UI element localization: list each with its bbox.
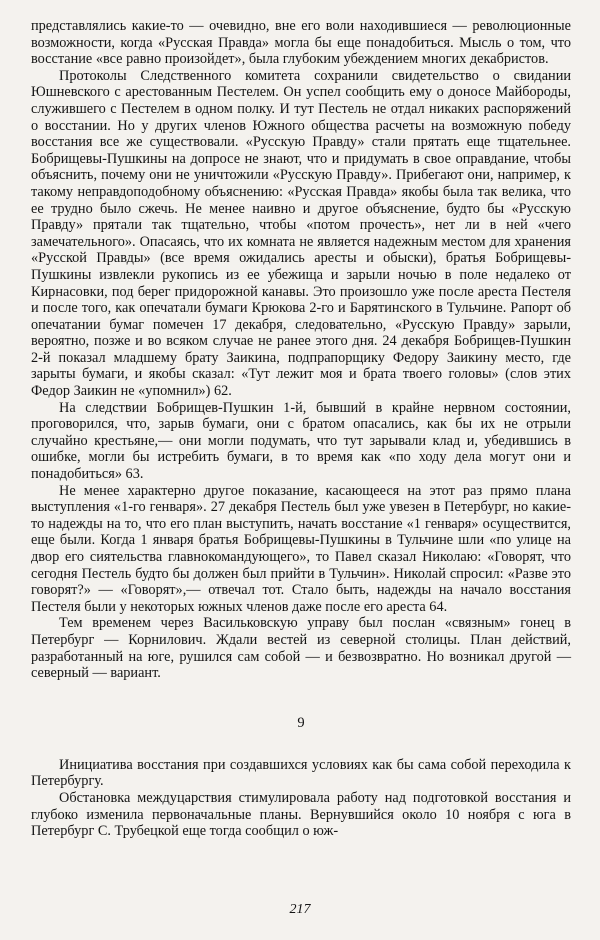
body-text (31, 18, 571, 840)
section-number: 9 (297, 714, 305, 731)
paragraph-1: представлялись какие-то — очевидно, вне его воли находившиеся — революционные возможности, когда «Русская Правда» могла бы еще понадобиться. Мысль о том, что восстание «все равно произойдет», была глубоким убеждением многих декабристов. (31, 18, 571, 68)
paragraph-3: На следствии Бобрищев-Пушкин 1-й, бывший в крайне нервном состоянии, проговорился, что, зарыв бумаги, они с братом опасались, как бы их не отрыли случайно крестьяне,— они могли подумать, что тут зарывали клад и, убедившись в ошибке, могли бы истребить бумаги, в то время как «по ходу дела могут они и понадобиться» 63. (31, 399, 571, 483)
paragraph-7: Обстановка междуцарствия стимулировала работу над подготовкой восстания и глубоко изменила первоначальные планы. Вернувшийся около 10 ноября с юга в Петербург С. Трубецкой еще тогда сообщил о юж- (31, 789, 571, 840)
paragraph-5: Тем временем через Васильковскую управу был послан «связным» гонец в Петербург — Корнилович. Ждали вестей из северной столицы. План действий, разработанный на юге, рушился сам собой — и безвозвратно. Но возникал другой — северный — вариант. (31, 615, 571, 682)
paragraph-4: Не менее характерно другое показание, касающееся на этот раз прямо плана выступления «1-го генваря». 27 декабря Пестель был уже увезен в Петербург, но какие-то надежды на то, что его план выступить, начать восстание «1 генваря» осуществится, еще были. Когда 1 января братья Бобрищевы-Пушкины в Тульчине шли «по улице на двор его сиятельства главнокомандующего», то Павел сказал Николаю: «Говорят, что сегодня Пестель будто бы должен был прийти в Тульчин». Николай спросил: «Разве это говорят?» — «Говорят»,— отвечал тот. Стало быть, надежды на начало восстания Пестеля были у некоторых южных членов даже после его ареста 64. (31, 482, 571, 615)
page-number: 217 (289, 902, 311, 917)
paragraph-6: Инициатива восстания при создавшихся условиях как бы сама собой переходила к Петербургу. (31, 756, 571, 790)
paragraph-2: Протоколы Следственного комитета сохранили свидетельство о свидании Юшневского с арестованным Пестелем. Он успел сообщить ему о доносе Майбороды, служившего с Пестелем в одном полку. И тут Пестель не отдал никаких распоряжений о восстании. Но у других членов Южного общества расчеты на возможную победу восстания все же существовали. «Русскую Правду» стали прятать еще тщательнее. Бобрищевы-Пушкины на допросе не знают, что и придумать в свое оправдание, чтобы объяснить, почему они не уничтожили «Русскую Правду». Прибегают они, например, к такому неправдоподобному объяснению: «Русская Правда» якобы была так велика, что ее трудно было сжечь. Не менее наивно и другое объяснение, будто бы «Русскую Правду» прятали так тщательно, чтобы «потом прочесть», нет ли в ней «чего замечательного». Опасаясь, что их комната не является надежным местом для хранения «Русской Правды» (все время ожидались аресты и обыски), братья Бобрищевы-Пушкины извлекли рукопись из ее убежища и зарыли ночью в поле недалеко от Кирнасовки, под берег придорожной канавы. Это произошло уже после ареста Пестеля и после того, как опечатали бумаги Крюкова 2-го и Барятинского в Тульчине. Рапорт об опечатании бумаг помечен 17 декабря, следовательно, «Русскую Правду» зарыли, вероятно, позже и во всяком случае не ранее этого дня. 24 декабря Бобрищев-Пушкин 2-й показал младшему брату Заикина, подпрапорщику Федору Заикину место, где зарыты бумаги, и якобы сказал: «Тут лежит моя и брата твоего головы» (слов этих Федор Заикин не «упомнил») 62. (31, 67, 571, 400)
